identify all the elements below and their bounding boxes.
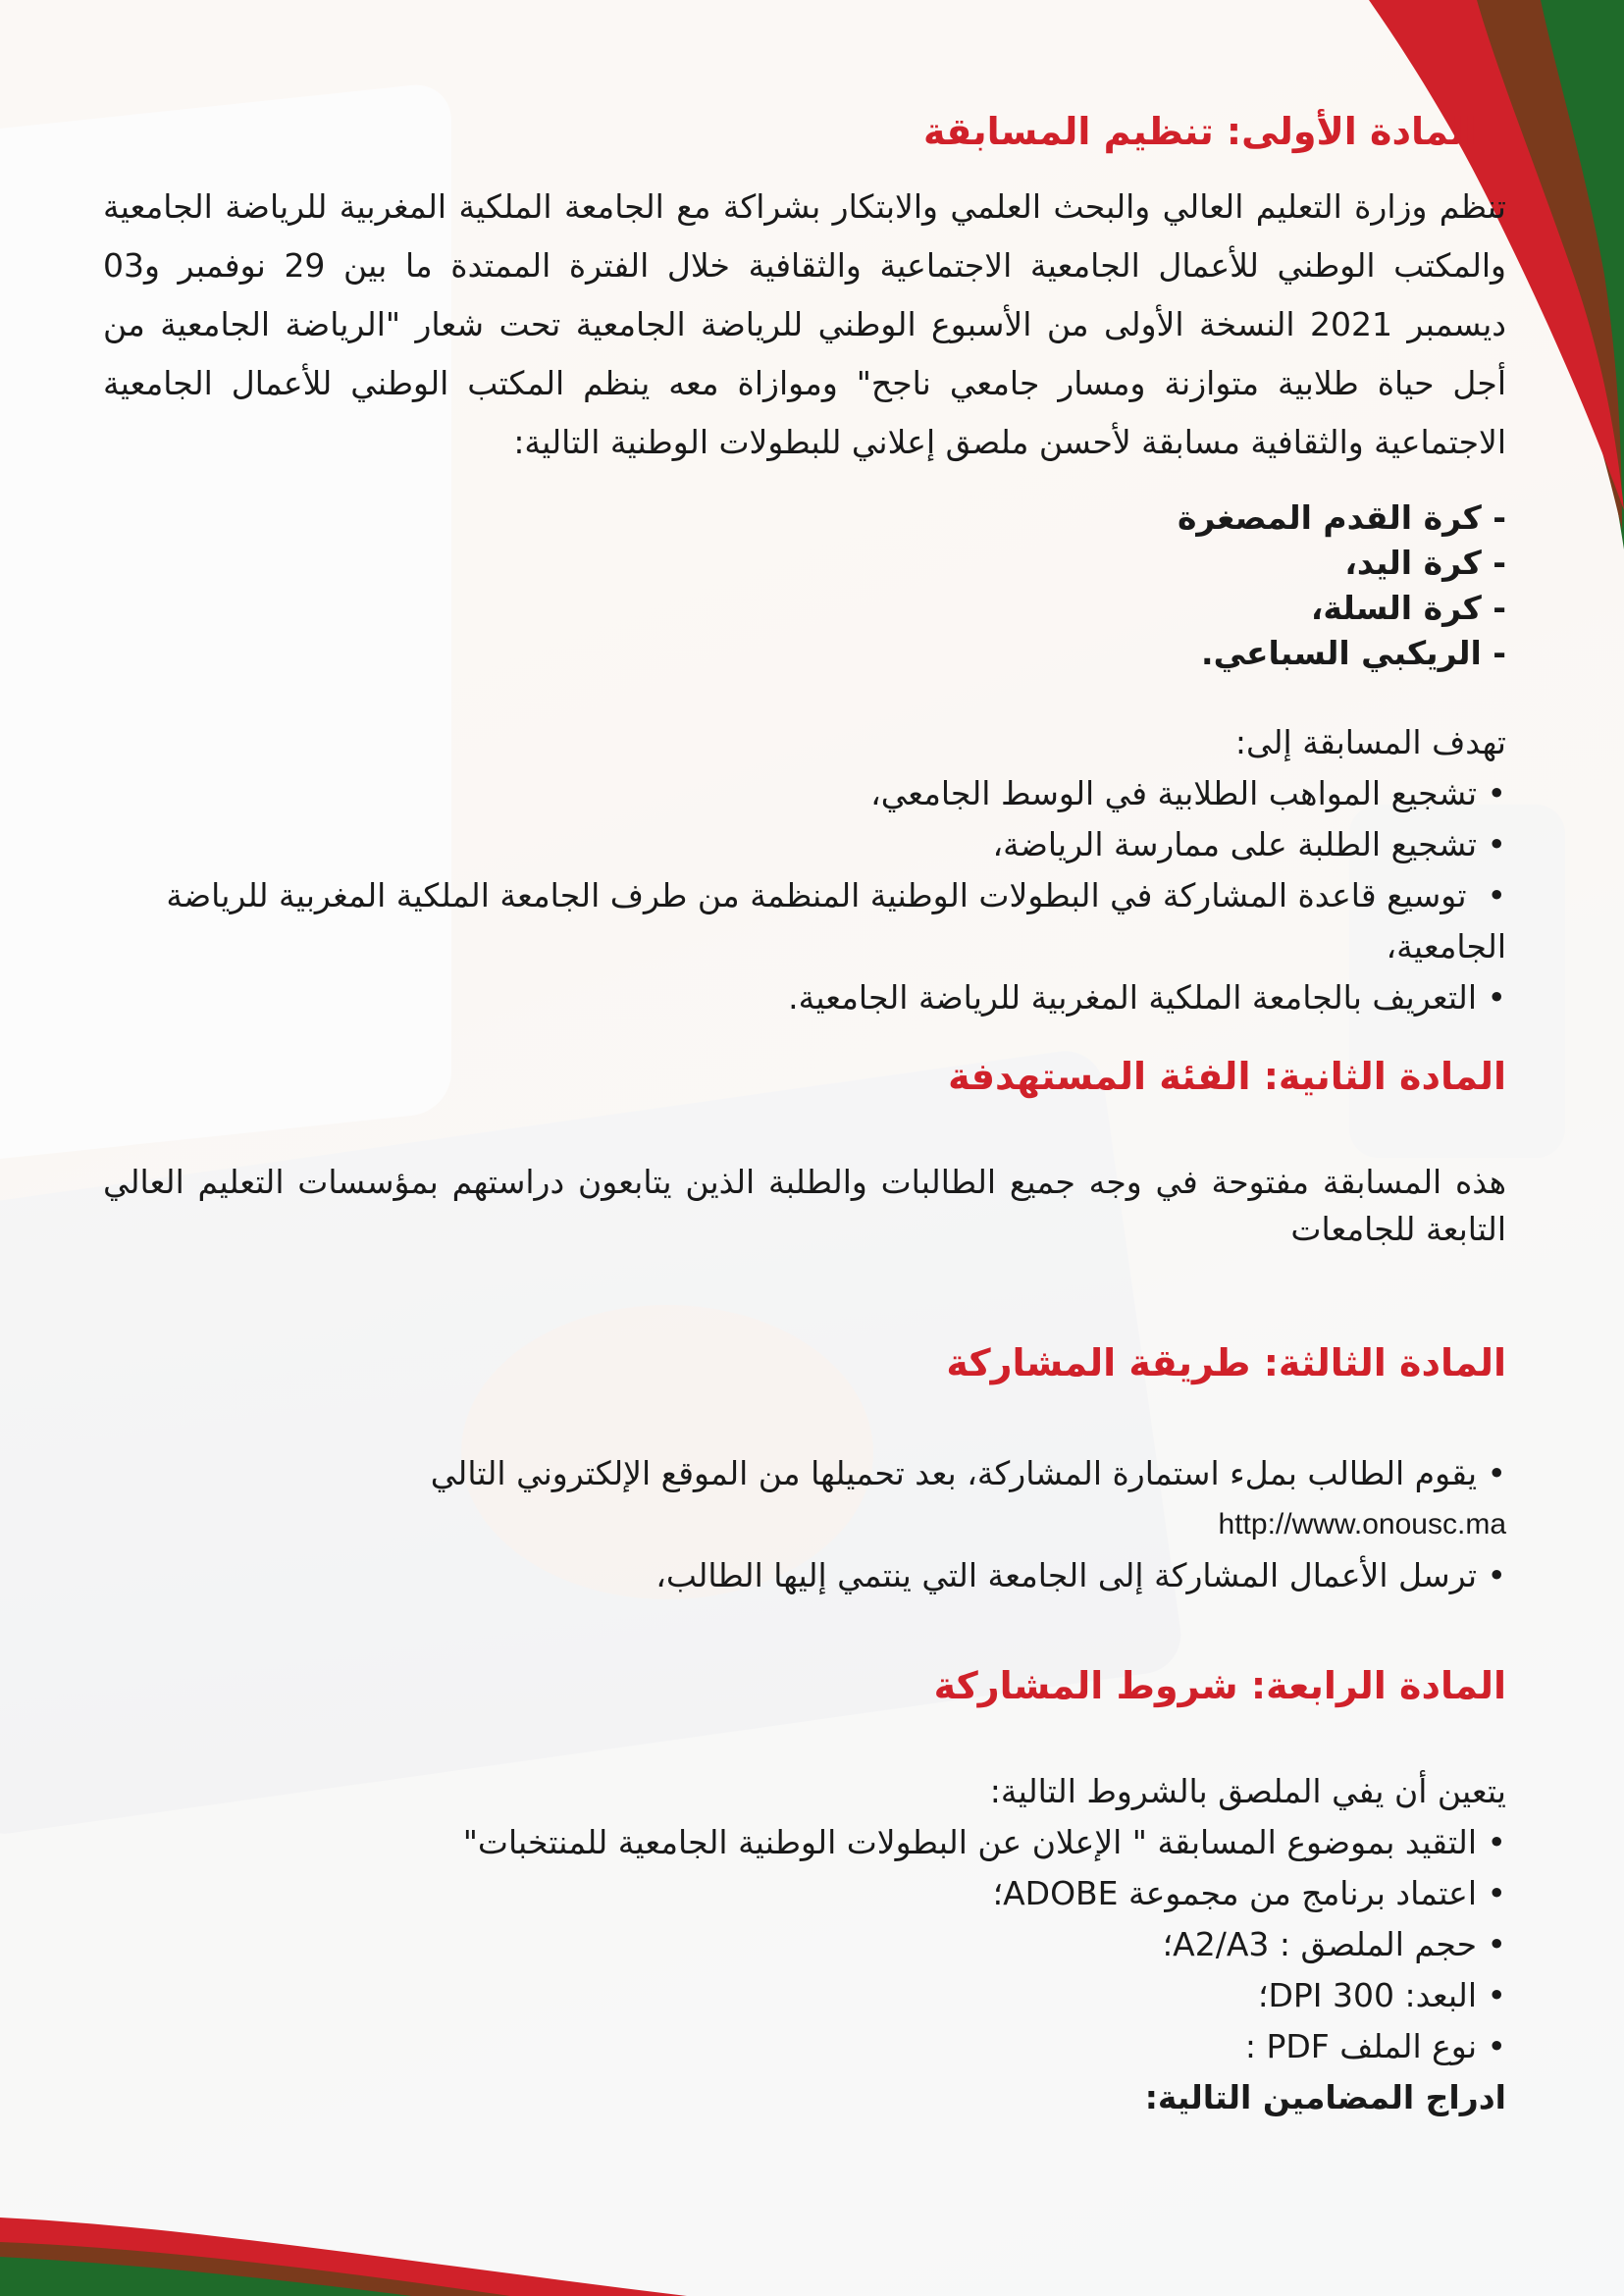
- article-1-paragraph: تنظم وزارة التعليم العالي والبحث العلمي والابتكار بشراكة مع الجامعة الملكية المغربية للرياضة الجامعية والمكتب الوطني للأعمال الجامعية الاجتماعية والثقافية خلال الفترة الممتدة ما بين 29 نوفمبر و03 ديسمبر 2021 النسخة الأولى من الأسبوع الوطني للرياضة الجامعية تحت شعار "الرياضة الجامعية من أجل حياة طلابية متوازنة ومسار جامعي ناجح" وموازاة معه ينظم المكتب الوطني للأعمال الجامعية الاجتماعية والثقافية مسابقة لأحسن ملصق إعلاني للبطولات الوطنية التالية:: [103, 187, 1506, 462]
- sport-item: - كرة اليد،: [1344, 544, 1506, 583]
- article-1-heading: المادة الأولى: تنظيم المسابقة: [923, 110, 1477, 153]
- sport-item: - كرة القدم المصغرة: [1177, 498, 1506, 538]
- contents-heading: ادراج المضامين التالية:: [1144, 2077, 1506, 2116]
- article-4-heading: المادة الرابعة: شروط المشاركة: [933, 1664, 1506, 1708]
- participation-item: • يقوم الطالب بملء استمارة المشاركة، بعد تحميلها من الموقع الإلكتروني التالي: [103, 1448, 1506, 1499]
- article-3-heading: المادة الثالثة: طريقة المشاركة: [946, 1340, 1506, 1384]
- condition-item: • حجم الملصق : A2/A3؛: [103, 1919, 1506, 1970]
- website-url: http://www.onousc.ma: [1218, 1508, 1506, 1541]
- goal-item: • التعريف بالجامعة الملكية المغربية للرياضة الجامعية.: [103, 972, 1506, 1023]
- conditions-intro: يتعين أن يفي الملصق بالشروط التالية:: [989, 1771, 1506, 1810]
- goals-list: [103, 768, 1506, 1023]
- goal-item: • تشجيع المواهب الطلابية في الوسط الجامعي،: [103, 768, 1506, 819]
- participation-list-2: [103, 1550, 1506, 1601]
- document-content: [103, 108, 1506, 2123]
- condition-item: • التقيد بموضوع المسابقة " الإعلان عن البطولات الوطنية الجامعية للمنتخبات": [103, 1817, 1506, 1868]
- sport-item: - الريكبي السباعي.: [1201, 634, 1506, 673]
- participation-item: • ترسل الأعمال المشاركة إلى الجامعة التي ينتمي إليها الطالب،: [103, 1550, 1506, 1601]
- bottom-swoosh: [0, 2159, 1624, 2296]
- sports-list: [103, 496, 1506, 676]
- goals-intro: تهدف المسابقة إلى:: [1234, 723, 1506, 762]
- condition-item: • نوع الملف PDF :: [103, 2021, 1506, 2072]
- sport-item: - كرة السلة،: [1310, 589, 1506, 628]
- condition-item: • البعد: DPI 300؛: [103, 1970, 1506, 2021]
- article-2-paragraph: هذه المسابقة مفتوحة في وجه جميع الطالبات والطلبة الذين يتابعون دراستهم بمؤسسات التعليم العالي التابعة للجامعات: [103, 1162, 1506, 1248]
- article-2-heading: المادة الثانية: الفئة المستهدفة: [948, 1055, 1506, 1099]
- participation-list: [103, 1448, 1506, 1499]
- conditions-list: [103, 1817, 1506, 2072]
- goal-item: • تشجيع الطلبة على ممارسة الرياضة،: [103, 819, 1506, 870]
- goal-item: • توسيع قاعدة المشاركة في البطولات الوطنية المنظمة من طرف الجامعة الملكية المغربية للرياضة الجامعية،: [103, 870, 1506, 972]
- condition-item: • اعتماد برنامج من مجموعة ADOBE؛: [103, 1868, 1506, 1919]
